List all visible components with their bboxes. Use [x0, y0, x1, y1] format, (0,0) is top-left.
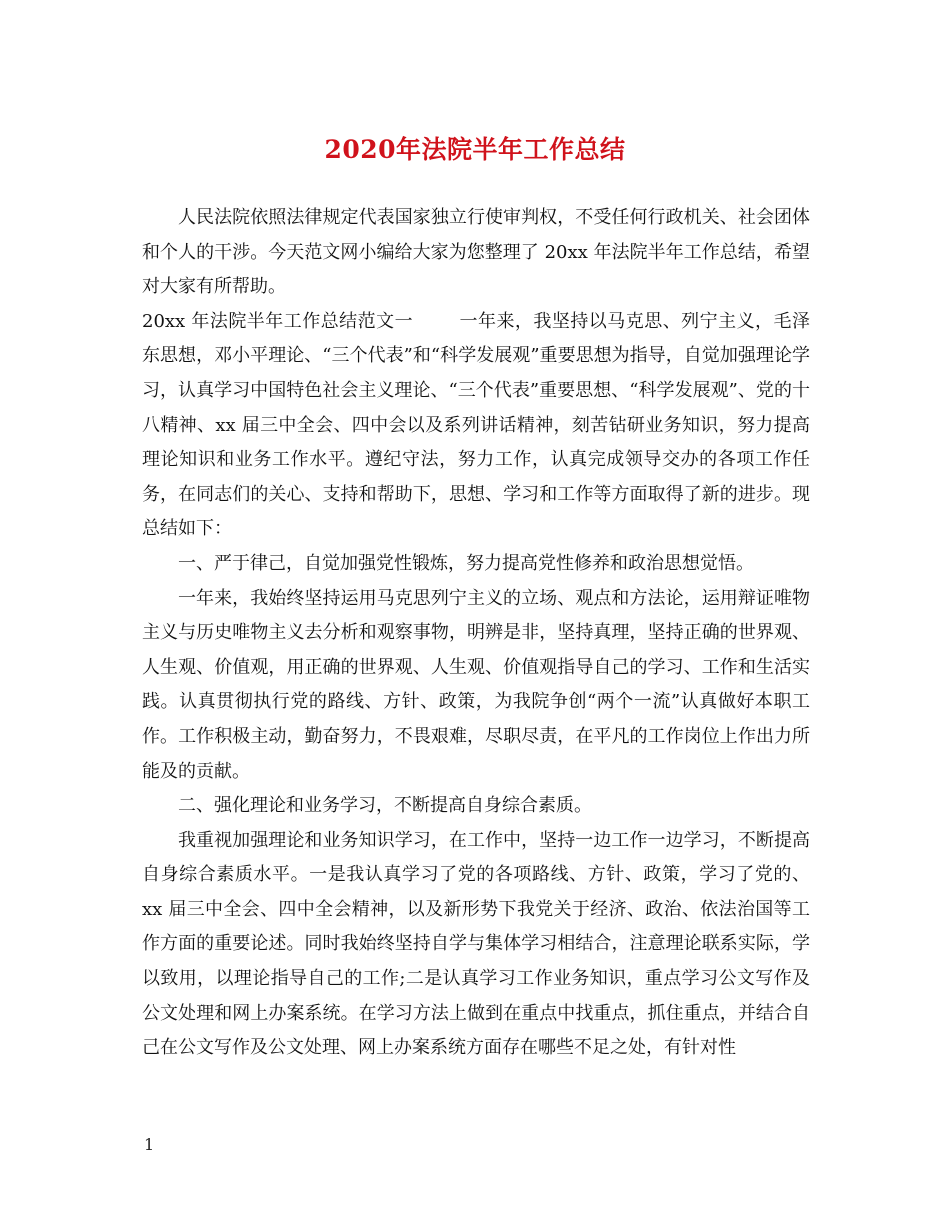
sample-heading: 20xx 年法院半年工作总结范文一 [142, 310, 414, 332]
paragraph-point-one-heading: 一、严于律己，自觉加强党性锻炼，努力提高党性修养和政治思想觉悟。 [178, 552, 754, 574]
document-title: 2020年法院半年工作总结 [324, 135, 626, 164]
paragraph-point-two-heading: 二、强化理论和业务学习，不断提高自身综合素质。 [178, 795, 592, 817]
paragraph-section-heading [142, 305, 810, 547]
paragraph-overview: 一年来，我坚持以马克思、列宁主义，毛泽东思想，邓小平理论、“三个代表”和“科学发展观”重要思想为指导，自觉加强理论学习，认真学习中国特色社会主义理论、“三个代表”重要思想、“科学发展观”、党的十八精神、xx 届三中全会、四中会以及系列讲话精神，刻苦钻研业务知识，努力提高理论知识和业务工作水平。遵纪守法，努力工作，认真完成领导交办的各项工作任务，在同志们的关心、支持和帮助下，思想、学习和工作等方面取得了新的进步。现总结如下： [142, 310, 810, 540]
paragraph-intro: 人民法院依照法律规定代表国家独立行使审判权，不受任何行政机关、社会团体和个人的干涉。今天范文网小编给大家为您整理了 20xx 年法院半年工作总结，希望对大家有所帮助。 [142, 207, 810, 298]
page-number: 1 [144, 1135, 155, 1154]
paragraph-point-one-body: 一年来，我始终坚持运用马克思列宁主义的立场、观点和方法论，运用辩证唯物主义与历史唯物主义去分析和观察事物，明辨是非，坚持真理，坚持正确的世界观、人生观、价值观，用正确的世界观、人生观、价值观指导自己的学习、工作和生活实践。认真贯彻执行党的路线、方针、政策，为我院争创“两个一流”认真做好本职工作。工作积极主动，勤奋努力，不畏艰难，尽职尽责，在平凡的工作岗位上作出力所能及的贡献。 [142, 587, 810, 782]
document-body [142, 201, 810, 1066]
paragraph-point-two-body: 我重视加强理论和业务知识学习，在工作中，坚持一边工作一边学习，不断提高自身综合素质水平。一是我认真学习了党的各项路线、方针、政策，学习了党的、xx 届三中全会、四中全会精神，以及新形势下我党关于经济、政治、依法治国等工作方面的重要论述。同时我始终坚持自学与集体学习相结合，注意理论联系实际，学以致用，以理论指导自己的工作;二是认真学习工作业务知识，重点学习公文写作及公文处理和网上办案系统。在学习方法上做到在重点中找重点，抓住重点，并结合自己在公文写作及公文处理、网上办案系统方面存在哪些不足之处，有针对性 [142, 829, 810, 1059]
